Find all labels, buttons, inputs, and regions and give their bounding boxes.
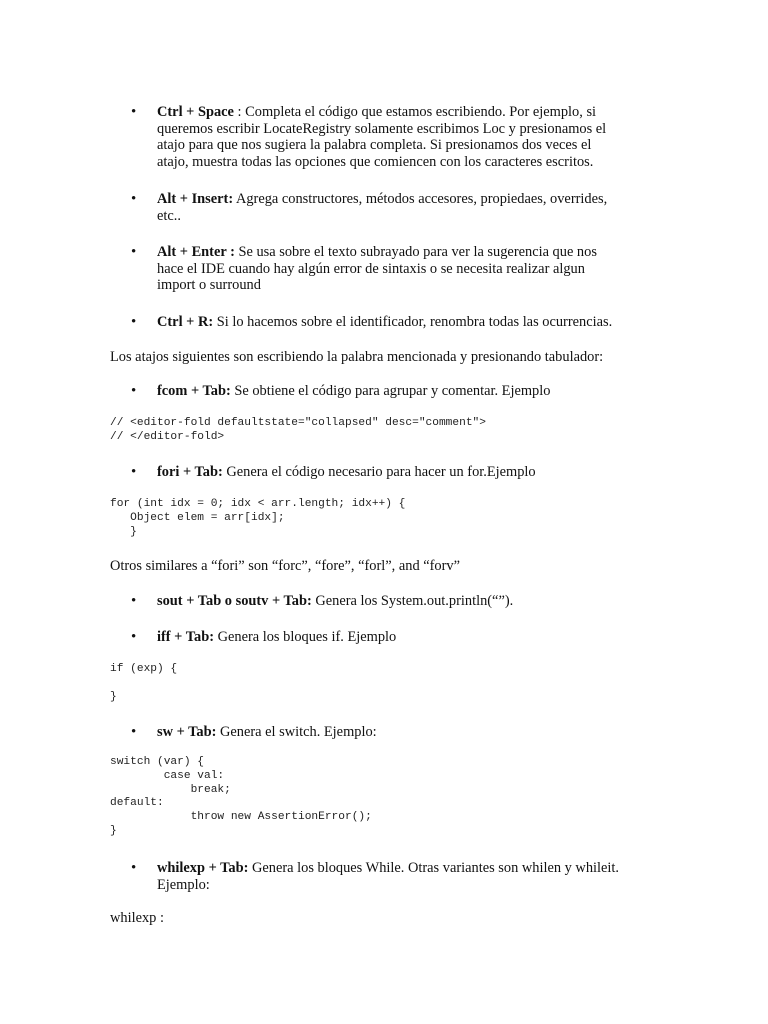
whilexp-label: whilexp : <box>110 910 164 926</box>
shortcut-alt-enter <box>157 244 657 294</box>
shortcut-key: fcom + Tab: <box>157 383 231 399</box>
shortcut-description: Genera los System.out.println(“”). <box>311 593 514 609</box>
bullet: • <box>131 629 137 645</box>
shortcut-key: Alt + Insert: <box>157 191 234 207</box>
shortcut-description: Agrega constructores, métodos accesores, propiedaes, overrides, <box>233 191 608 207</box>
shortcut-description: Genera el switch. Ejemplo: <box>216 724 377 740</box>
bullet: • <box>131 244 137 260</box>
shortcut-sout <box>157 593 657 610</box>
shortcut-description: hace el IDE cuando hay algún error de sintaxis o se necesita realizar algun <box>157 260 585 277</box>
bullet: • <box>131 593 137 609</box>
bullet: • <box>131 314 137 330</box>
shortcut-key: Ctrl + Space <box>157 104 234 120</box>
shortcut-iff <box>157 629 657 646</box>
shortcut-description: atajo para que nos sugiera la palabra completa. Si presionamos dos veces el <box>157 137 592 153</box>
shortcut-ctrl-r <box>157 314 677 331</box>
bullet: • <box>131 191 137 207</box>
shortcut-fori <box>157 464 657 481</box>
bullet: • <box>131 383 137 399</box>
shortcut-key: whilexp + Tab: <box>157 860 249 876</box>
shortcut-description: : Completa el código que estamos escribiendo. Por ejemplo, si <box>233 104 597 120</box>
shortcut-key: sw + Tab: <box>157 724 217 740</box>
shortcut-key: Ctrl + R: <box>157 314 214 330</box>
bullet: • <box>131 724 137 740</box>
shortcut-key: Alt + Enter : <box>157 244 235 260</box>
shortcut-description: Genera el código necesario para hacer un for.Ejemplo <box>222 464 536 480</box>
bullet: • <box>131 104 137 120</box>
similar-shortcuts-note: Otros similares a “fori” son “forc”, “fore”, “forl”, and “forv” <box>110 558 460 574</box>
shortcut-key: iff + Tab: <box>157 629 214 645</box>
shortcut-description: Se usa sobre el texto subrayado para ver la sugerencia que nos <box>234 244 597 260</box>
shortcut-description: etc.. <box>157 207 181 224</box>
shortcut-key: sout + Tab o soutv + Tab: <box>157 593 312 609</box>
code-block-switch: switch (var) { case val: break; default: throw new AssertionError(); } <box>110 756 372 837</box>
shortcut-description: Genera los bloques While. Otras variantes son whilen y whileit. <box>248 860 619 876</box>
code-block-fcom: // <editor-fold defaultstate="collapsed" desc="comment"> // </editor-fold> <box>110 417 486 443</box>
bullet: • <box>131 464 137 480</box>
shortcut-key: fori + Tab: <box>157 464 223 480</box>
shortcut-sw <box>157 724 657 741</box>
shortcut-description: queremos escribir LocateRegistry solamente escribimos Loc y presionamos el <box>157 120 607 137</box>
shortcut-alt-insert <box>157 191 657 224</box>
shortcut-ctrl-space <box>157 104 657 170</box>
shortcut-whilexp <box>157 860 657 893</box>
code-block-fori: for (int idx = 0; idx < arr.length; idx++) { Object elem = arr[idx]; } <box>110 498 406 538</box>
bullet: • <box>131 860 137 876</box>
shortcut-description: Se obtiene el código para agrupar y comentar. Ejemplo <box>230 383 551 399</box>
shortcut-description: Si lo hacemos sobre el identificador, renombra todas las ocurrencias. <box>213 314 613 330</box>
shortcut-description: atajo, muestra todas las opciones que comiencen con los caracteres escritos. <box>157 153 594 170</box>
code-block-iff: if (exp) { } <box>110 663 178 703</box>
shortcut-fcom <box>157 383 657 400</box>
shortcut-description: import o surround <box>157 277 261 293</box>
tab-shortcuts-intro: Los atajos siguientes son escribiendo la palabra mencionada y presionando tabulador: <box>110 349 604 365</box>
shortcut-description: Genera los bloques if. Ejemplo <box>214 629 397 645</box>
shortcut-description: Ejemplo: <box>157 876 210 893</box>
